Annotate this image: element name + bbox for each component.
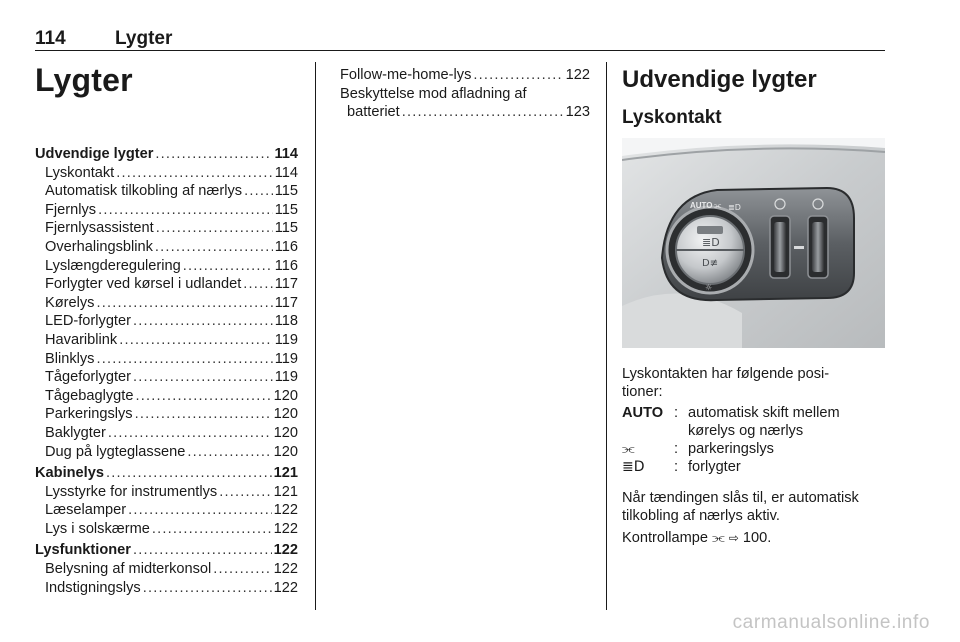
toc-entry[interactable]: [340, 85, 590, 104]
toc-entry-page: 122: [273, 502, 298, 519]
toc-leader-dots: [213, 560, 271, 579]
toc-entry-page: 114: [274, 164, 298, 181]
toc-leader-dots: [402, 103, 564, 122]
toc-leader-dots: [473, 66, 563, 85]
toc-entry[interactable]: [35, 145, 298, 164]
toc-entry-label: Tågebaglygte: [45, 387, 134, 404]
toc-leader-dots: [98, 201, 273, 220]
toc-entry-page: 116: [274, 238, 298, 255]
toc-leader-dots: [155, 145, 272, 164]
page-number: 114: [35, 28, 66, 49]
toc-entry-page: 119: [274, 350, 298, 367]
toc-entry[interactable]: [35, 424, 298, 443]
toc-leader-dots: [156, 219, 273, 238]
toc-entry[interactable]: [35, 520, 298, 539]
toc-entry-page: 123: [565, 104, 590, 121]
control-lamp-ref: [622, 529, 771, 547]
toc-entry-label: Lysstyrke for instrumentlys: [45, 483, 218, 500]
toc-entry[interactable]: [35, 541, 298, 560]
toc-entry-label: Lysfunktioner: [35, 542, 131, 559]
toc-entry[interactable]: [35, 164, 298, 183]
toc-entry[interactable]: [35, 368, 298, 387]
toc-entry-page: 120: [273, 406, 298, 423]
control-lamp-page: 100.: [742, 530, 772, 546]
toc-leader-dots: [96, 350, 272, 369]
parking-light-symbol: ⫘: [622, 441, 635, 457]
toc-leader-dots: [243, 275, 272, 294]
toc-leader-dots: [244, 182, 273, 201]
toc-entry-label: Forlygter ved kørsel i udlandet: [45, 276, 242, 293]
toc-entry-label: Udvendige lygter: [35, 146, 154, 162]
toc-entry[interactable]: [35, 219, 298, 238]
toc-entry-label: batteriet: [347, 104, 400, 121]
toc-entry[interactable]: [35, 331, 298, 350]
toc-entry-label: Fjernlysassistent: [45, 220, 154, 237]
toc-entry[interactable]: [35, 275, 298, 294]
toc-entry[interactable]: [35, 257, 298, 276]
toc-entry-page: 120: [273, 387, 298, 404]
toc-entry-page: 117: [274, 276, 298, 293]
toc-entry-label: Dug på lygteglassene: [45, 443, 186, 460]
intro-text: Lyskontakten har følgende posi- tioner:: [622, 366, 830, 400]
toc-entry-label: Baklygter: [45, 424, 106, 441]
svg-text:D≢: D≢: [702, 258, 719, 269]
page-header: [35, 28, 885, 51]
toc-leader-dots: [133, 541, 272, 560]
header-title: Lygter: [115, 28, 173, 49]
auto-note: Når tændingen slås til, er automatisk tilkobling af nærlys aktiv.: [622, 490, 859, 524]
toc-entry-page: 119: [274, 331, 298, 348]
toc-entry[interactable]: [35, 443, 298, 462]
toc-entry-label: Parkeringslys: [45, 406, 133, 423]
sub-title: Lyskontakt: [622, 107, 722, 128]
parking-light-icon: ⫘: [712, 530, 725, 546]
toc-entry-label: Tågeforlygter: [45, 369, 131, 386]
toc-entry[interactable]: [35, 182, 298, 201]
definition-separator: :: [674, 405, 679, 421]
toc-entry[interactable]: [35, 501, 298, 520]
toc-entry[interactable]: [35, 294, 298, 313]
toc-leader-dots: [152, 520, 272, 539]
control-lamp-prefix: Kontrollampe: [622, 530, 708, 546]
toc-entry[interactable]: [35, 483, 298, 502]
toc-leader-dots: [106, 464, 272, 483]
svg-text:≣D: ≣D: [702, 236, 720, 249]
toc-leader-dots: [187, 443, 271, 462]
column-divider-right: [606, 62, 607, 610]
toc-entry-page: 119: [274, 369, 298, 386]
toc-entry-label: Kørelys: [45, 294, 95, 311]
headlight-symbol: ≣D: [622, 459, 645, 475]
switch-position-description: automatisk skift mellem kørelys og nærlys: [688, 405, 840, 439]
definition-separator: :: [674, 459, 679, 475]
toc-entry-label: Havariblink: [45, 331, 118, 348]
toc-leader-dots: [108, 424, 272, 443]
toc-leader-dots: [135, 387, 271, 406]
toc-leader-dots: [128, 501, 272, 520]
toc-entry-label: Lyslængderegulering: [45, 257, 181, 274]
toc-leader-dots: [155, 238, 273, 257]
switch-position-row: [622, 404, 888, 440]
toc-entry[interactable]: [35, 201, 298, 220]
light-switch-photo: [622, 138, 885, 348]
toc-entry-page: 116: [274, 257, 298, 274]
toc-entry-page: 117: [274, 294, 298, 311]
toc-entry[interactable]: [35, 312, 298, 331]
toc-leader-dots: [133, 312, 273, 331]
toc-leader-dots: [135, 405, 272, 424]
switch-position-description: forlygter: [688, 459, 741, 475]
toc-entry[interactable]: [35, 579, 298, 598]
toc-leader-dots: [119, 331, 273, 350]
toc-entry-page: 122: [273, 579, 298, 596]
toc-entry-label: Lyskontakt: [45, 164, 115, 181]
toc-leader-dots: [219, 483, 271, 502]
toc-middle: [340, 66, 590, 122]
toc-entry-page: 122: [565, 67, 590, 83]
toc-entry-page: 115: [274, 220, 298, 237]
toc-entry-label: Automatisk tilkobling af nærlys: [45, 183, 243, 200]
toc-entry-page: 118: [274, 313, 298, 330]
chapter-title: Lygter: [35, 62, 133, 98]
toc-entry-page: 115: [274, 201, 298, 218]
svg-text:☼: ☼: [705, 283, 713, 292]
toc-entry[interactable]: [35, 405, 298, 424]
switch-position-row: [622, 440, 888, 458]
toc-entry-label: Belysning af midterkonsol: [45, 561, 212, 578]
watermark: carmanualsonline.info: [732, 612, 930, 633]
svg-text:≣D: ≣D: [728, 203, 741, 212]
toc-entry-page: 122: [273, 561, 298, 578]
dial-auto-label: AUTO: [690, 201, 713, 210]
switch-positions-table: [622, 404, 888, 476]
toc-entry-label: Overhalingsblink: [45, 238, 153, 255]
toc-entry-label: Blinklys: [45, 350, 95, 367]
switch-position-description: parkeringslys: [688, 441, 774, 457]
toc-entry-label: Beskyttelse mod afladning af: [340, 85, 527, 102]
toc-leader-dots: [143, 579, 272, 598]
toc-entry[interactable]: [35, 350, 298, 369]
toc-entry[interactable]: [35, 387, 298, 406]
toc-entry-label: LED-forlygter: [45, 313, 131, 330]
toc-entry-page: 114: [274, 146, 298, 162]
toc-entry-page: 121: [273, 483, 298, 500]
svg-text:⫘: ⫘: [714, 201, 722, 210]
column-divider-left: [315, 62, 316, 610]
toc-entry-label: Kabinelys: [35, 465, 104, 482]
toc-entry-page: 115: [274, 183, 298, 200]
toc-entry-page: 122: [273, 542, 298, 559]
toc-leader-dots: [96, 294, 272, 313]
auto-label: AUTO: [622, 405, 664, 421]
toc-entry[interactable]: [35, 464, 298, 483]
cross-reference-icon: ⇨: [728, 531, 739, 545]
toc-entry-label: Indstigningslys: [45, 579, 141, 596]
toc-leader-dots: [116, 164, 273, 183]
toc-entry-label: Fjernlys: [45, 201, 97, 218]
toc-entry-page: 122: [273, 520, 298, 537]
definition-separator: :: [674, 441, 679, 457]
toc-entry-page: 120: [273, 443, 298, 460]
toc-entry[interactable]: [340, 66, 590, 85]
toc-entry-page: 121: [273, 465, 298, 482]
toc-entry[interactable]: [340, 103, 590, 122]
toc-entry[interactable]: [35, 560, 298, 579]
section-title: Udvendige lygter: [622, 66, 817, 93]
toc-entry[interactable]: [35, 238, 298, 257]
toc-entry-label: Follow-me-home-lys: [340, 67, 472, 83]
toc-entry-label: Læselamper: [45, 502, 127, 519]
switch-position-row: [622, 458, 888, 476]
toc-leader-dots: [133, 368, 273, 387]
toc-entry-page: 120: [273, 424, 298, 441]
toc-leader-dots: [183, 257, 273, 276]
toc-left: [35, 145, 298, 597]
toc-entry-label: Lys i solskærme: [45, 520, 150, 537]
